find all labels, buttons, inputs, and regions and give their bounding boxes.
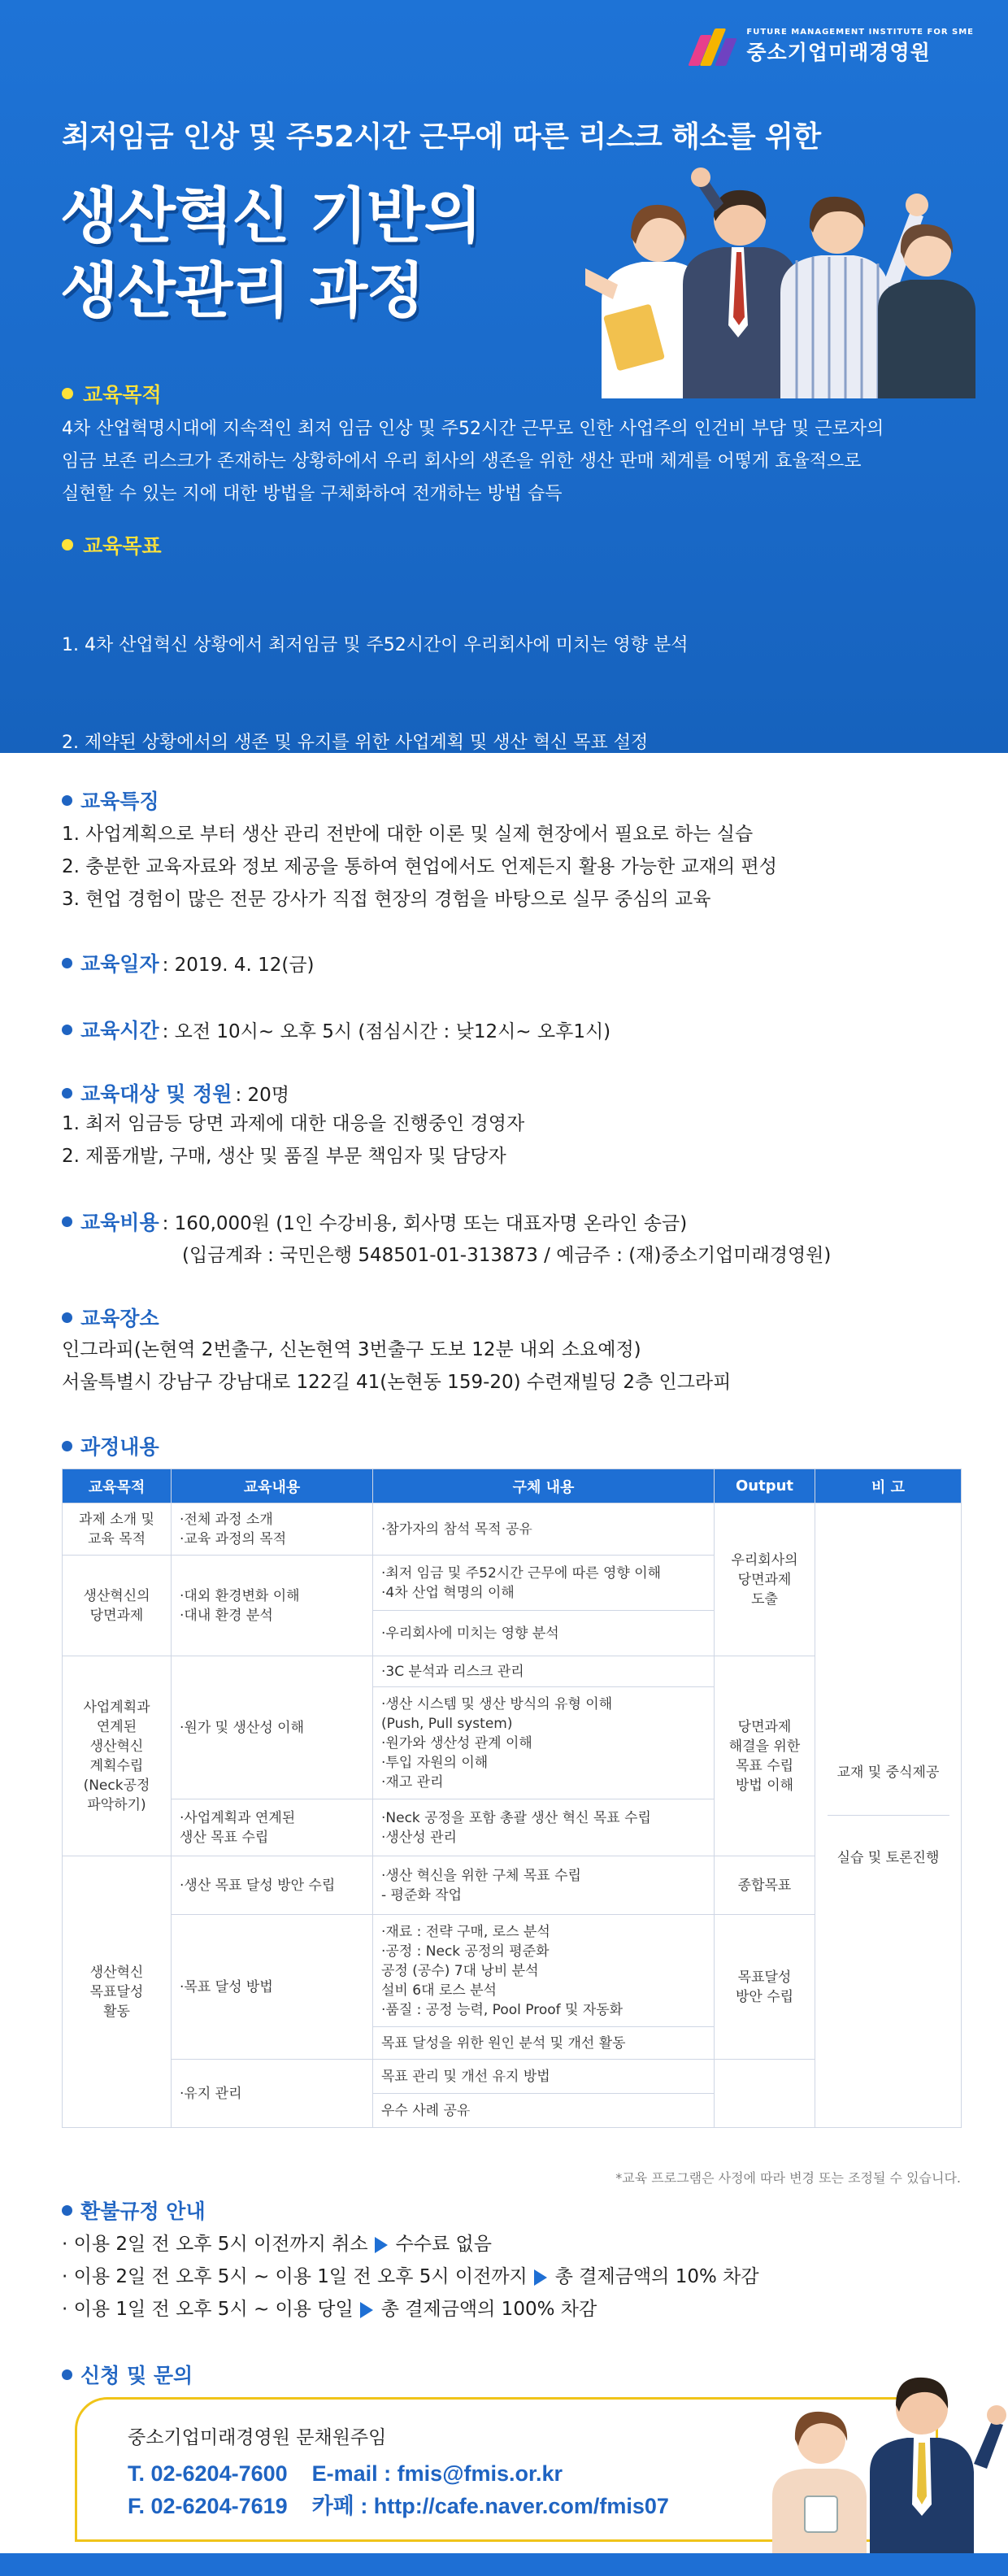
logo-subtitle: FUTURE MANAGEMENT INSTITUTE FOR SME — [746, 28, 974, 37]
cell-purpose: 생산혁신의 당면과제 — [63, 1556, 172, 1656]
cell-purpose: 생산혁신 목표달성 활동 — [63, 1856, 172, 2128]
cell-output: 종합목표 — [715, 1856, 815, 1915]
cell-note — [815, 1503, 962, 2128]
contact-person: 중소기업미래경영원 문채원주임 — [128, 2427, 387, 2448]
goal-line: 2. 제약된 상황에서의 생존 및 유지를 위한 사업계획 및 생산 혁신 목표 설정 — [62, 733, 649, 753]
cell-detail: ·재료 : 전략 구매, 로스 분석 ·공정 : Neck 공정의 평준화 공정 (공수) 7대 낭비 분석 설비 6대 로스 분석 ·품질 : 공정 능력, Pool Proof 및 자동화 — [373, 1915, 715, 2027]
col-header: Output — [715, 1469, 815, 1503]
goals-heading: 교육목표 — [62, 530, 838, 559]
person-man-thumbs-up-icon — [870, 2378, 1006, 2553]
col-header: 교육내용 — [172, 1469, 373, 1503]
cell-content: ·목표 달성 방법 — [172, 1915, 373, 2060]
cell-detail: ·3C 분석과 리스크 관리 — [373, 1656, 715, 1687]
cell-detail: ·생산 혁신을 위한 구체 목표 수립 - 평준화 작업 — [373, 1856, 715, 1915]
feature-line: 1. 사업계획으로 부터 생산 관리 전반에 대한 이론 및 실제 현장에서 필요로 하는 실습 — [62, 824, 754, 845]
bullet-dot-icon — [62, 2369, 72, 2380]
business-people-illustration — [585, 163, 975, 398]
section-goals — [62, 530, 838, 753]
section-course — [62, 1431, 159, 1460]
date-heading: 교육일자 — [80, 952, 159, 976]
logo-name: 중소기업미래경영원 — [746, 41, 931, 64]
place-heading: 교육장소 — [62, 1303, 731, 1332]
section-date — [62, 948, 315, 977]
course-heading: 과정내용 — [62, 1431, 159, 1460]
logo-mark-icon — [691, 28, 738, 66]
refund-line: · 이용 2일 전 오후 5시 이전까지 취소 수수료 없음 — [62, 2234, 492, 2255]
target-line: 2. 제품개발, 구매, 생산 및 품질 부문 책임자 및 담당자 — [62, 1146, 506, 1167]
date-value: : 2019. 4. 12(금) — [162, 954, 315, 976]
bullet-dot-icon — [62, 2205, 72, 2216]
refund-heading: 환불규정 안내 — [62, 2195, 759, 2225]
cell-content: ·대외 환경변화 이해 ·대내 환경 분석 — [172, 1556, 373, 1656]
col-header: 구체 내용 — [373, 1469, 715, 1503]
cell-detail: ·참가자의 참석 목적 공유 — [373, 1503, 715, 1556]
hero-title-line-2: 생산관리 과정 — [60, 256, 424, 326]
section-contact — [62, 2360, 193, 2389]
hero-subtitle: 최저임금 인상 및 주52시간 근무에 따른 리스크 해소를 위한 — [62, 120, 821, 154]
col-header: 비 고 — [815, 1469, 962, 1503]
fee-account: (입금계좌 : 국민은행 548501-01-313873 / 예금주 : (재)중소기업미래경영원) — [182, 1245, 832, 1266]
refund-line: · 이용 2일 전 오후 5시 ~ 이용 1일 전 오후 5시 이전까지 총 결제금액의 10% 차감 — [62, 2266, 759, 2287]
footer-bar — [0, 2553, 1008, 2576]
bullet-dot-icon — [62, 1441, 72, 1451]
bullet-dot-icon — [62, 958, 72, 968]
place-line: 서울특별시 강남구 강남대로 122길 41(논현동 159-20) 수련재빌딩 2층 인그라피 — [62, 1372, 732, 1393]
refund-line: · 이용 1일 전 오후 5시 ~ 이용 당일 총 결제금액의 100% 차감 — [62, 2299, 597, 2320]
hero-banner — [0, 0, 1008, 753]
cell-detail: ·Neck 공정을 포함 총괄 생산 혁신 목표 수립 ·생산성 관리 — [373, 1799, 715, 1856]
cell-content: ·사업계획과 연계된 생산 목표 수립 — [172, 1799, 373, 1856]
person-woman-thumbs-up-icon — [772, 2412, 867, 2553]
cell-output: 당면과제 해결을 위한 목표 수립 방법 이해 — [715, 1656, 815, 1856]
cell-purpose: 과제 소개 및 교육 목적 — [63, 1503, 172, 1556]
course-table — [62, 1469, 962, 2128]
cell-detail: ·생산 시스템 및 생산 방식의 유형 이해 (Push, Pull system) ·원가와 생산성 관계 이해 ·투입 자원의 이해 ·재고 관리 — [373, 1687, 715, 1799]
target-heading: 교육대상 및 정원 — [80, 1082, 232, 1106]
arrow-right-icon — [534, 2269, 547, 2286]
table-header-row — [63, 1469, 962, 1503]
cell-content: ·전체 과정 소개 ·교육 과정의 목적 — [172, 1503, 373, 1556]
purpose-line: 실현할 수 있는 지에 대한 방법을 구체화하여 전개하는 방법 습득 — [62, 484, 563, 504]
hero-title-line-1: 생산혁신 기반의 — [60, 181, 482, 251]
arrow-right-icon — [375, 2237, 388, 2253]
section-target — [62, 1078, 524, 1173]
table-row — [63, 1503, 962, 1556]
section-fee — [62, 1207, 831, 1272]
hero-title — [60, 179, 481, 329]
feature-line: 3. 현업 경험이 많은 전문 강사가 직접 현장의 경험을 바탕으로 실무 중심의 교육 — [62, 889, 711, 910]
cell-purpose: 사업계획과 연계된 생산혁신 계획수립 (Neck공정 파악하기) — [63, 1656, 172, 1856]
note-practice: 실습 및 토론진행 — [836, 1850, 940, 1866]
time-heading: 교육시간 — [80, 1019, 159, 1042]
contact-fax-cafe[interactable]: F. 02-6204-7619 카페 : http://cafe.naver.com/fmis07 — [128, 2494, 669, 2518]
contact-phone-email[interactable]: T. 02-6204-7600 E-mail : fmis@fmis.or.kr — [128, 2461, 563, 2486]
cell-content: ·원가 및 생산성 이해 — [172, 1656, 373, 1799]
bullet-dot-icon — [62, 1312, 72, 1323]
bullet-dot-icon — [62, 1025, 72, 1035]
cell-content: ·유지 관리 — [172, 2060, 373, 2128]
cell-output: 목표달성 방안 수립 — [715, 1915, 815, 2060]
col-header: 교육목적 — [63, 1469, 172, 1503]
bullet-dot-icon — [62, 1216, 72, 1227]
person-woman-right-icon — [878, 224, 975, 398]
section-refund — [62, 2195, 759, 2326]
bullet-dot-icon — [62, 388, 73, 399]
fee-heading: 교육비용 — [80, 1211, 159, 1234]
section-purpose — [62, 379, 884, 511]
bullet-dot-icon — [62, 1088, 72, 1099]
section-time — [62, 1015, 610, 1044]
purpose-heading: 교육목적 — [62, 379, 884, 408]
cell-output-empty — [715, 2060, 815, 2128]
contact-people-illustration — [748, 2334, 1008, 2553]
cell-detail: ·최저 임금 및 주52시간 근무에 따른 영향 이해 ·4차 산업 혁명의 이해 — [373, 1556, 715, 1611]
arrow-right-icon — [360, 2302, 373, 2318]
purpose-line: 4차 산업혁명시대에 지속적인 최저 임금 인상 및 주52시간 근무로 인한 사업주의 인건비 부담 및 근로자의 — [62, 419, 884, 439]
contact-heading: 신청 및 문의 — [62, 2360, 193, 2389]
time-value: : 오전 10시~ 오후 5시 (점심시간 : 낮12시~ 오후1시) — [162, 1020, 611, 1042]
cell-content: ·생산 목표 달성 방안 수립 — [172, 1856, 373, 1915]
target-value: : 20명 — [235, 1084, 290, 1106]
cell-detail: 목표 관리 및 개선 유지 방법 — [373, 2060, 715, 2094]
features-heading: 교육특징 — [62, 785, 777, 815]
goal-line: 1. 4차 산업혁신 상황에서 최저임금 및 주52시간이 우리회사에 미치는 영향 분석 — [62, 635, 689, 655]
target-line: 1. 최저 임금등 당면 과제에 대한 대응을 진행중인 경영자 — [62, 1113, 525, 1134]
cell-detail: 우수 사례 공유 — [373, 2094, 715, 2128]
bullet-dot-icon — [62, 795, 72, 806]
bullet-dot-icon — [62, 539, 73, 550]
section-place — [62, 1303, 731, 1399]
note-meal: 교재 및 중식제공 — [836, 1764, 940, 1781]
purpose-line: 임금 보존 리스크가 존재하는 상황하에서 우리 회사의 생존을 위한 생산 판매 체계를 어떻게 효율적으로 — [62, 451, 862, 472]
cell-detail: 목표 달성을 위한 원인 분석 및 개선 활동 — [373, 2027, 715, 2060]
cell-detail: ·우리회사에 미치는 영향 분석 — [373, 1611, 715, 1656]
cell-output: 우리회사의 당면과제 도출 — [715, 1503, 815, 1656]
feature-line: 2. 충분한 교육자료와 정보 제공을 통하여 현업에서도 언제든지 활용 가능한 교재의 편성 — [62, 856, 777, 877]
table-footnote: *교육 프로그램은 사정에 따라 변경 또는 조정될 수 있습니다. — [615, 2170, 961, 2186]
logo[interactable] — [691, 28, 974, 66]
fee-value: : 160,000원 (1인 수강비용, 회사명 또는 대표자명 온라인 송금) — [162, 1212, 688, 1234]
place-line: 인그라피(논현역 2번출구, 신논현역 3번출구 도보 12분 내외 소요예정) — [62, 1339, 641, 1360]
section-features — [62, 785, 777, 916]
